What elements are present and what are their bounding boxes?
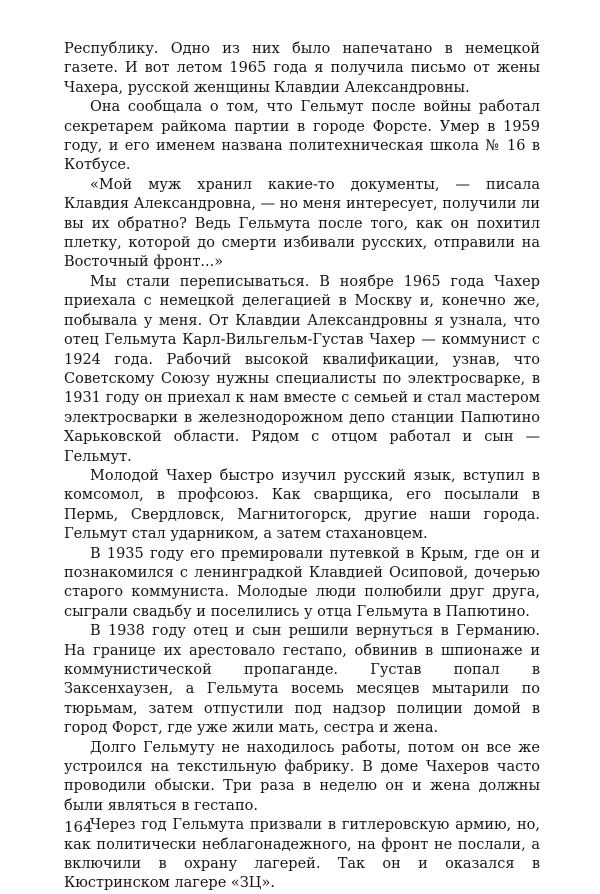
paragraph-3: «Мой муж хранил какие-то документы, — писала Клавдия Александровна, — но меня интересует, получили ли вы их обратно? Ведь Гельмута после того, как он похитил плетку, которой до смерти избивали русских, отправили на Восточный фронт...» [64,176,540,271]
paragraph-1: Республику. Одно из них было напечатано в немецкой газете. И вот летом 1965 года я получила письмо от жены Чахера, русской женщины Клавдии Александровны. [64,41,540,96]
paragraph-7: В 1938 году отец и сын решили вернуться в Германию. На границе их арестовало гестапо, обвинив в шпионаже и коммунистической пропаганде. Густав попал в Заксенхаузен, а Гельмута восемь месяцев мытарили по тюрьмам, затем отпустили под надзор полиции домой в город Форст, где уже жили мать, сестра и жена. [64,623,540,737]
paragraph-4: Мы стали переписываться. В ноябре 1965 года Чахер приехала с немецкой делегацией в Москву и, конечно же, побывала у меня. От Клавдии Александровны я узнала, что отец Гельмута Карл-Вильгельм-Густав Чахер — коммунист с 1924 года. Рабочий высокой квалификации, узнав, что Советскому Союзу нужны специалисты по электросварке, в 1931 году он приехал к нам вместе с семьей и стал мастером электросварки в железнодорожном депо станции Папютино Харьковской области. Рядом с отцом работал и сын — Гельмут. [64,273,540,465]
paragraph-8: Долго Гельмуту не находилось работы, потом он все же устроился на текстильную фабрику. В доме Чахеров часто проводили обыски. Три раза в неделю он и жена должны были являться в гестапо. [64,739,540,814]
paragraph-2: Она сообщала о том, что Гельмут после войны работал секретарем райкома партии в городе Форсте. Умер в 1959 году, и его именем названа политехническая школа № 16 в Котбусе. [64,99,540,174]
page-body [64,40,540,894]
paragraph-5: Молодой Чахер быстро изучил русский язык, вступил в комсомол, в профсоюз. Как сварщика, его посылали в Пермь, Свердловск, Магнитогорск, другие наши города. Гельмут стал ударником, а затем стахановцем. [64,467,540,543]
paragraph-6: В 1935 году его премировали путевкой в Крым, где он и познакомился с ленинградкой Клавдией Осиповой, дочерью старого коммуниста. Молодые люди полюбили друг друга, сыграли свадьбу и поселились у отца Гельмута в Папютино. [64,545,540,620]
page-number: 164 [64,818,93,836]
paragraph-9: Через год Гельмута призвали в гитлеровскую армию, но, как политически неблагонадежного, на фронт не послали, а включили в охрану лагерей. Так он и оказался в Кюстринском лагере «ЗЦ». [64,817,540,892]
